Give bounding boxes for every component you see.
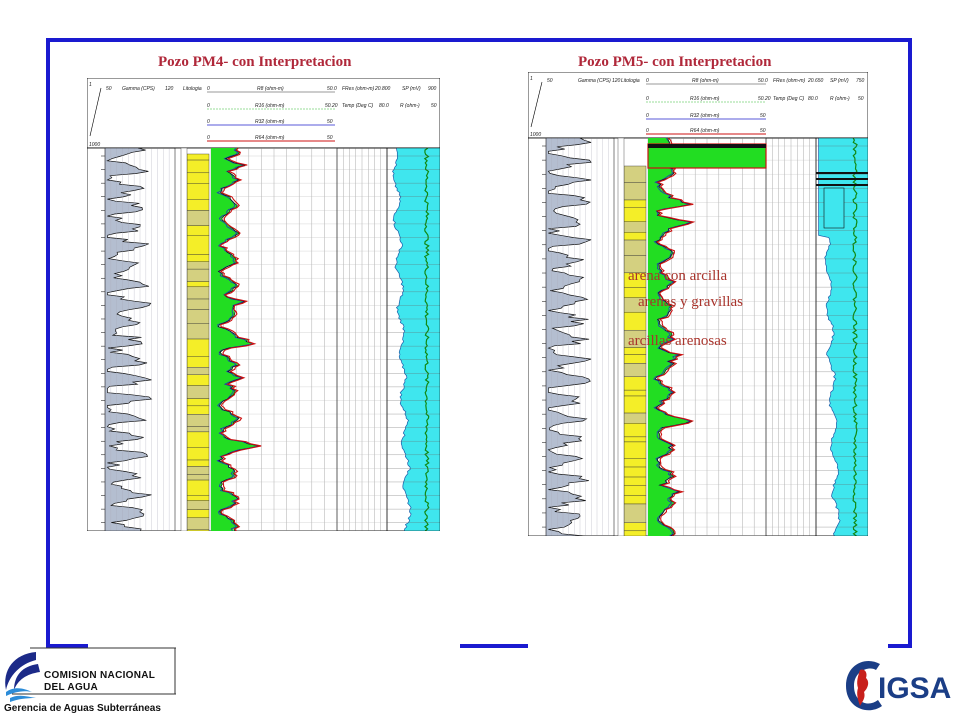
r64-max: 50	[760, 128, 766, 134]
r16-max: 50.20	[758, 96, 771, 102]
log-tracks	[87, 148, 440, 531]
scale-bottom: 1000	[89, 142, 101, 148]
gamma-left: 50	[106, 86, 112, 92]
zero-4: 0	[646, 128, 649, 134]
sp-label: SP (mV)	[402, 86, 421, 92]
well-log-pm4	[87, 78, 440, 531]
r16-label: R16 (ohm-m)	[255, 103, 285, 109]
r32-label: R32 (ohm-m)	[690, 113, 720, 119]
scale-bottom: 1000	[530, 132, 542, 138]
temp-label: Temp (Deg C)	[342, 103, 374, 109]
rho-max: 50	[431, 103, 437, 109]
fres-label: FRes (ohm-m)	[342, 86, 375, 92]
log-header	[528, 72, 868, 138]
conagua-name-line2: DEL AGUA	[44, 682, 99, 693]
gamma-right: 120	[165, 86, 174, 92]
scale-top: 1	[89, 82, 92, 88]
litho-label: Litologia	[621, 78, 640, 84]
r16-max: 50.20	[325, 103, 338, 109]
interp-label-1: arena con arcilla	[628, 268, 728, 284]
fres-label: FRes (ohm-m)	[773, 78, 806, 84]
gamma-label: Gamma (CPS)	[122, 86, 155, 92]
zero-3: 0	[207, 119, 210, 125]
r8-label: R8 (ohm-m)	[692, 78, 719, 84]
r8-label: R8 (ohm-m)	[257, 86, 284, 92]
fres-max: 20.800	[375, 86, 391, 92]
r16-label: R16 (ohm-m)	[690, 96, 720, 102]
gamma-label: Gamma (CPS)	[578, 78, 611, 84]
frame-gap-right	[528, 643, 888, 652]
zero-4: 0	[207, 135, 210, 141]
title-pm4: Pozo PM4- con Interpretacion	[158, 54, 352, 70]
title-pm5: Pozo PM5- con Interpretacion	[578, 54, 772, 70]
zero-3: 0	[646, 113, 649, 119]
well-log-pm5	[528, 72, 868, 536]
r64-label: R64 (ohm-m)	[255, 135, 285, 141]
conagua-name-line1: COMISION NACIONAL	[44, 670, 156, 681]
temp-max: 80.0	[379, 103, 389, 109]
rho-label: R (ohm-)	[830, 96, 850, 102]
rho-max: 50	[858, 96, 864, 102]
log-header	[87, 78, 440, 148]
temp-max: 80.0	[808, 96, 818, 102]
igsa-logo	[838, 656, 958, 720]
interpretation-labels	[628, 268, 743, 349]
interp-label-3: arcillas arenosas	[628, 333, 727, 349]
rho-label: R (ohm-)	[400, 103, 420, 109]
r32-max: 50	[760, 113, 766, 119]
igsa-text: IGSA	[878, 672, 952, 705]
gamma-left: 50	[547, 78, 553, 84]
temp-label: Temp (Deg C)	[773, 96, 805, 102]
scale-top: 1	[530, 76, 533, 82]
zero-2: 0	[646, 96, 649, 102]
interp-label-2: arenas y gravillas	[638, 294, 743, 310]
zero-1: 0	[207, 86, 210, 92]
zero-1: 0	[646, 78, 649, 84]
r64-label: R64 (ohm-m)	[690, 128, 720, 134]
zero-2: 0	[207, 103, 210, 109]
r64-max: 50	[327, 135, 333, 141]
fres-max: 20.650	[808, 78, 824, 84]
conagua-subtitle: Gerencia de Aguas Subterráneas	[4, 703, 161, 714]
sp-label: SP (mV)	[830, 78, 849, 84]
gamma-right: 120	[612, 78, 621, 84]
conagua-logo	[0, 646, 215, 720]
litho-label: Litologia	[183, 86, 202, 92]
sp-max: 900	[428, 86, 437, 92]
r8-max: 50.0	[327, 86, 337, 92]
r32-max: 50	[327, 119, 333, 125]
r8-max: 50.0	[758, 78, 768, 84]
r32-label: R32 (ohm-m)	[255, 119, 285, 125]
sp-max: 750	[856, 78, 865, 84]
